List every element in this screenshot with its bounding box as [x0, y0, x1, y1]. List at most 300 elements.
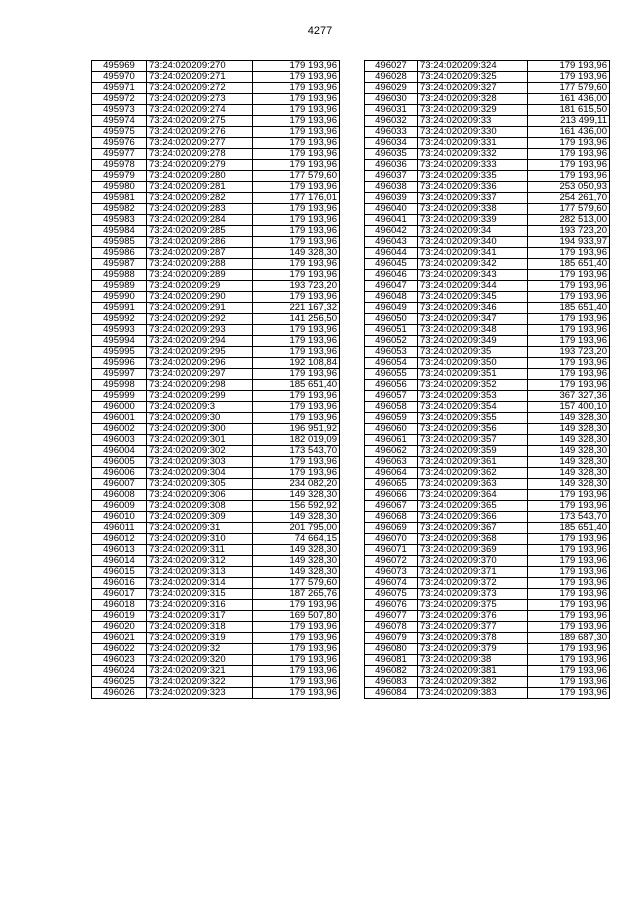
row-number-cell: 495982	[92, 204, 147, 215]
row-number-cell: 496041	[365, 215, 418, 226]
cadastral-number-cell: 73:24:020209:329	[418, 105, 528, 116]
cadastral-number-cell: 73:24:020209:344	[418, 281, 528, 292]
cadastral-number-cell: 73:24:020209:34	[418, 226, 528, 237]
row-number-cell: 496022	[92, 644, 147, 655]
value-cell: 156 592,92	[253, 501, 340, 512]
row-number-cell: 496070	[365, 534, 418, 545]
value-cell: 201 795,00	[253, 523, 340, 534]
row-number-cell: 496063	[365, 457, 418, 468]
row-number-cell: 496030	[365, 94, 418, 105]
cadastral-number-cell: 73:24:020209:295	[147, 347, 253, 358]
value-cell: 182 019,09	[253, 435, 340, 446]
row-number-cell: 496007	[92, 479, 147, 490]
value-cell: 179 193,96	[528, 160, 610, 171]
table-row	[92, 490, 340, 501]
row-number-cell: 495997	[92, 369, 147, 380]
value-cell: 179 193,96	[528, 281, 610, 292]
cadastral-number-cell: 73:24:020209:301	[147, 435, 253, 446]
cadastral-number-cell: 73:24:020209:336	[418, 182, 528, 193]
table-row	[365, 622, 610, 633]
cadastral-number-cell: 73:24:020209:319	[147, 633, 253, 644]
cadastral-number-cell: 73:24:020209:325	[418, 72, 528, 83]
table-row	[365, 644, 610, 655]
cadastral-number-cell: 73:24:020209:292	[147, 314, 253, 325]
value-cell: 149 328,30	[528, 413, 610, 424]
cadastral-number-cell: 73:24:020209:338	[418, 204, 528, 215]
value-cell: 179 193,96	[528, 292, 610, 303]
cadastral-number-cell: 73:24:020209:282	[147, 193, 253, 204]
cadastral-number-cell: 73:24:020209:331	[418, 138, 528, 149]
value-cell: 179 193,96	[253, 600, 340, 611]
value-cell: 179 193,96	[528, 622, 610, 633]
value-cell: 179 193,96	[528, 611, 610, 622]
row-number-cell: 496068	[365, 512, 418, 523]
value-cell: 149 328,30	[253, 556, 340, 567]
row-number-cell: 496038	[365, 182, 418, 193]
table-row	[365, 325, 610, 336]
cadastral-number-cell: 73:24:020209:361	[418, 457, 528, 468]
value-cell: 179 193,96	[528, 655, 610, 666]
row-number-cell: 496037	[365, 171, 418, 182]
cadastral-number-cell: 73:24:020209:284	[147, 215, 253, 226]
cadastral-number-cell: 73:24:020209:337	[418, 193, 528, 204]
table-row	[365, 611, 610, 622]
table-row	[92, 336, 340, 347]
row-number-cell: 495992	[92, 314, 147, 325]
table-row	[365, 237, 610, 248]
table-row	[92, 347, 340, 358]
cadastral-number-cell: 73:24:020209:277	[147, 138, 253, 149]
value-cell: 173 543,70	[253, 446, 340, 457]
table-row	[365, 226, 610, 237]
value-cell: 253 050,93	[528, 182, 610, 193]
cadastral-number-cell: 73:24:020209:367	[418, 523, 528, 534]
cadastral-number-cell: 73:24:020209:327	[418, 83, 528, 94]
value-cell: 179 193,96	[528, 270, 610, 281]
value-cell: 179 193,96	[528, 578, 610, 589]
value-cell: 179 193,96	[253, 468, 340, 479]
cadastral-number-cell: 73:24:020209:314	[147, 578, 253, 589]
table-row	[365, 314, 610, 325]
value-cell: 179 193,96	[253, 138, 340, 149]
cadastral-number-cell: 73:24:020209:328	[418, 94, 528, 105]
value-cell: 179 193,96	[528, 171, 610, 182]
value-cell: 179 193,96	[528, 556, 610, 567]
value-cell: 179 193,96	[253, 325, 340, 336]
table-row	[92, 567, 340, 578]
table-row	[92, 149, 340, 160]
value-cell: 179 193,96	[528, 545, 610, 556]
row-number-cell: 496078	[365, 622, 418, 633]
cadastral-number-cell: 73:24:020209:351	[418, 369, 528, 380]
row-number-cell: 496014	[92, 556, 147, 567]
table-row	[92, 281, 340, 292]
value-cell: 177 579,60	[528, 204, 610, 215]
cadastral-number-cell: 73:24:020209:29	[147, 281, 253, 292]
value-cell: 234 082,20	[253, 479, 340, 490]
table-row	[365, 435, 610, 446]
cadastral-number-cell: 73:24:020209:324	[418, 61, 528, 72]
cadastral-number-cell: 73:24:020209:275	[147, 116, 253, 127]
row-number-cell: 496020	[92, 622, 147, 633]
table-row	[365, 688, 610, 699]
table-row	[92, 314, 340, 325]
value-cell: 179 193,96	[253, 116, 340, 127]
value-cell: 149 328,30	[253, 512, 340, 523]
table-row	[92, 193, 340, 204]
table-row	[92, 270, 340, 281]
cadastral-number-cell: 73:24:020209:372	[418, 578, 528, 589]
cadastral-number-cell: 73:24:020209:375	[418, 600, 528, 611]
value-cell: 179 193,96	[528, 248, 610, 259]
table-row	[365, 402, 610, 413]
row-number-cell: 496036	[365, 160, 418, 171]
cadastral-number-cell: 73:24:020209:366	[418, 512, 528, 523]
row-number-cell: 496019	[92, 611, 147, 622]
value-cell: 141 256,50	[253, 314, 340, 325]
table-row	[365, 523, 610, 534]
value-cell: 149 328,30	[253, 567, 340, 578]
value-cell: 185 651,40	[528, 523, 610, 534]
row-number-cell: 496040	[365, 204, 418, 215]
table-row	[92, 204, 340, 215]
cadastral-number-cell: 73:24:020209:296	[147, 358, 253, 369]
row-number-cell: 496072	[365, 556, 418, 567]
table-row	[92, 457, 340, 468]
value-cell: 149 328,30	[253, 248, 340, 259]
cadastral-number-cell: 73:24:020209:353	[418, 391, 528, 402]
table-row	[365, 424, 610, 435]
cadastral-number-cell: 73:24:020209:330	[418, 127, 528, 138]
row-number-cell: 495996	[92, 358, 147, 369]
value-cell: 179 193,96	[253, 226, 340, 237]
row-number-cell: 495972	[92, 94, 147, 105]
cadastral-number-cell: 73:24:020209:31	[147, 523, 253, 534]
cadastral-number-cell: 73:24:020209:280	[147, 171, 253, 182]
table-row	[92, 292, 340, 303]
row-number-cell: 496012	[92, 534, 147, 545]
table-row	[365, 138, 610, 149]
row-number-cell: 496083	[365, 677, 418, 688]
row-number-cell: 496053	[365, 347, 418, 358]
value-cell: 367 327,36	[528, 391, 610, 402]
table-row	[92, 61, 340, 72]
cadastral-number-cell: 73:24:020209:383	[418, 688, 528, 699]
value-cell: 179 193,96	[528, 600, 610, 611]
row-number-cell: 495990	[92, 292, 147, 303]
row-number-cell: 496043	[365, 237, 418, 248]
row-number-cell: 496058	[365, 402, 418, 413]
cadastral-number-cell: 73:24:020209:349	[418, 336, 528, 347]
row-number-cell: 495981	[92, 193, 147, 204]
table-row	[365, 270, 610, 281]
value-cell: 179 193,96	[253, 402, 340, 413]
cadastral-number-cell: 73:24:020209:382	[418, 677, 528, 688]
value-cell: 179 193,96	[253, 622, 340, 633]
value-cell: 179 193,96	[528, 358, 610, 369]
value-cell: 161 436,00	[528, 94, 610, 105]
row-number-cell: 495975	[92, 127, 147, 138]
cadastral-number-cell: 73:24:020209:315	[147, 589, 253, 600]
value-cell: 149 328,30	[253, 490, 340, 501]
cadastral-number-cell: 73:24:020209:302	[147, 446, 253, 457]
cadastral-number-cell: 73:24:020209:279	[147, 160, 253, 171]
value-cell: 149 328,30	[528, 468, 610, 479]
table-row	[92, 116, 340, 127]
row-number-cell: 496029	[365, 83, 418, 94]
row-number-cell: 495986	[92, 248, 147, 259]
row-number-cell: 495994	[92, 336, 147, 347]
row-number-cell: 496026	[92, 688, 147, 699]
table-row	[92, 83, 340, 94]
table-row	[92, 677, 340, 688]
table-row	[92, 358, 340, 369]
row-number-cell: 496054	[365, 358, 418, 369]
value-cell: 179 193,96	[528, 534, 610, 545]
cadastral-number-cell: 73:24:020209:365	[418, 501, 528, 512]
table-row	[365, 116, 610, 127]
value-cell: 179 193,96	[528, 314, 610, 325]
row-number-cell: 495993	[92, 325, 147, 336]
value-cell: 179 193,96	[528, 336, 610, 347]
cadastral-number-cell: 73:24:020209:362	[418, 468, 528, 479]
table-row	[365, 666, 610, 677]
row-number-cell: 496032	[365, 116, 418, 127]
table-row	[365, 490, 610, 501]
table-row	[92, 402, 340, 413]
table-row	[92, 127, 340, 138]
row-number-cell: 495979	[92, 171, 147, 182]
value-cell: 179 193,96	[528, 501, 610, 512]
row-number-cell: 496008	[92, 490, 147, 501]
value-cell: 179 193,96	[253, 127, 340, 138]
cadastral-number-cell: 73:24:020209:359	[418, 446, 528, 457]
value-cell: 179 193,96	[528, 688, 610, 699]
cadastral-number-cell: 73:24:020209:323	[147, 688, 253, 699]
value-cell: 179 193,96	[253, 413, 340, 424]
value-cell: 179 193,96	[528, 490, 610, 501]
row-number-cell: 496004	[92, 446, 147, 457]
table-row	[365, 61, 610, 72]
table-row	[365, 633, 610, 644]
row-number-cell: 495995	[92, 347, 147, 358]
table-row	[92, 325, 340, 336]
table-row	[365, 578, 610, 589]
row-number-cell: 496011	[92, 523, 147, 534]
cadastral-number-cell: 73:24:020209:313	[147, 567, 253, 578]
row-number-cell: 496046	[365, 270, 418, 281]
value-cell: 179 193,96	[253, 204, 340, 215]
cadastral-number-cell: 73:24:020209:308	[147, 501, 253, 512]
table-row	[365, 171, 610, 182]
cadastral-number-cell: 73:24:020209:312	[147, 556, 253, 567]
row-number-cell: 496035	[365, 149, 418, 160]
table-row	[92, 72, 340, 83]
value-cell: 179 193,96	[253, 688, 340, 699]
row-number-cell: 496000	[92, 402, 147, 413]
row-number-cell: 496006	[92, 468, 147, 479]
table-row	[365, 567, 610, 578]
table-row	[365, 72, 610, 83]
table-row	[92, 160, 340, 171]
cadastral-number-cell: 73:24:020209:270	[147, 61, 253, 72]
table-row	[92, 413, 340, 424]
row-number-cell: 496044	[365, 248, 418, 259]
cadastral-number-cell: 73:24:020209:333	[418, 160, 528, 171]
value-cell: 187 265,76	[253, 589, 340, 600]
table-row	[92, 600, 340, 611]
table-row	[365, 655, 610, 666]
row-number-cell: 496080	[365, 644, 418, 655]
cadastral-number-cell: 73:24:020209:276	[147, 127, 253, 138]
row-number-cell: 496069	[365, 523, 418, 534]
cadastral-number-cell: 73:24:020209:363	[418, 479, 528, 490]
value-cell: 173 543,70	[528, 512, 610, 523]
row-number-cell: 496062	[365, 446, 418, 457]
table-row	[365, 347, 610, 358]
cadastral-number-cell: 73:24:020209:33	[418, 116, 528, 127]
row-number-cell: 495987	[92, 259, 147, 270]
registry-table-left	[91, 60, 340, 699]
table-row	[92, 479, 340, 490]
value-cell: 179 193,96	[253, 369, 340, 380]
table-row	[365, 149, 610, 160]
row-number-cell: 496079	[365, 633, 418, 644]
cadastral-number-cell: 73:24:020209:376	[418, 611, 528, 622]
value-cell: 179 193,96	[253, 633, 340, 644]
value-cell: 74 664,15	[253, 534, 340, 545]
row-number-cell: 495984	[92, 226, 147, 237]
value-cell: 179 193,96	[253, 215, 340, 226]
row-number-cell: 496048	[365, 292, 418, 303]
row-number-cell: 496077	[365, 611, 418, 622]
table-row	[365, 83, 610, 94]
cadastral-number-cell: 73:24:020209:281	[147, 182, 253, 193]
value-cell: 179 193,96	[528, 677, 610, 688]
row-number-cell: 496047	[365, 281, 418, 292]
row-number-cell: 495978	[92, 160, 147, 171]
value-cell: 149 328,30	[528, 479, 610, 490]
registry-table-right	[364, 60, 610, 699]
table-row	[365, 677, 610, 688]
table-row	[92, 237, 340, 248]
row-number-cell: 496065	[365, 479, 418, 490]
row-number-cell: 496017	[92, 589, 147, 600]
value-cell: 161 436,00	[528, 127, 610, 138]
cadastral-number-cell: 73:24:020209:285	[147, 226, 253, 237]
value-cell: 179 193,96	[253, 149, 340, 160]
value-cell: 185 651,40	[253, 380, 340, 391]
row-number-cell: 496034	[365, 138, 418, 149]
cadastral-number-cell: 73:24:020209:339	[418, 215, 528, 226]
value-cell: 179 193,96	[253, 655, 340, 666]
value-cell: 179 193,96	[528, 567, 610, 578]
cadastral-number-cell: 73:24:020209:340	[418, 237, 528, 248]
row-number-cell: 496066	[365, 490, 418, 501]
value-cell: 179 193,96	[253, 160, 340, 171]
cadastral-number-cell: 73:24:020209:357	[418, 435, 528, 446]
row-number-cell: 496015	[92, 567, 147, 578]
value-cell: 179 193,96	[253, 105, 340, 116]
cadastral-number-cell: 73:24:020209:304	[147, 468, 253, 479]
cadastral-number-cell: 73:24:020209:288	[147, 259, 253, 270]
cadastral-number-cell: 73:24:020209:317	[147, 611, 253, 622]
table-row	[92, 611, 340, 622]
row-number-cell: 496061	[365, 435, 418, 446]
row-number-cell: 496076	[365, 600, 418, 611]
table-row	[365, 215, 610, 226]
row-number-cell: 496003	[92, 435, 147, 446]
table-row	[92, 501, 340, 512]
table-row	[365, 281, 610, 292]
cadastral-number-cell: 73:24:020209:272	[147, 83, 253, 94]
row-number-cell: 496064	[365, 468, 418, 479]
cadastral-number-cell: 73:24:020209:355	[418, 413, 528, 424]
table-row	[92, 512, 340, 523]
table-row	[365, 479, 610, 490]
row-number-cell: 496021	[92, 633, 147, 644]
row-number-cell: 496059	[365, 413, 418, 424]
value-cell: 169 507,80	[253, 611, 340, 622]
row-number-cell: 496005	[92, 457, 147, 468]
cadastral-number-cell: 73:24:020209:305	[147, 479, 253, 490]
row-number-cell: 496013	[92, 545, 147, 556]
cadastral-number-cell: 73:24:020209:306	[147, 490, 253, 501]
table-row	[365, 512, 610, 523]
cadastral-number-cell: 73:24:020209:278	[147, 149, 253, 160]
cadastral-number-cell: 73:24:020209:316	[147, 600, 253, 611]
value-cell: 179 193,96	[528, 138, 610, 149]
table-row	[365, 303, 610, 314]
cadastral-number-cell: 73:24:020209:369	[418, 545, 528, 556]
table-row	[92, 369, 340, 380]
table-row	[365, 358, 610, 369]
row-number-cell: 495973	[92, 105, 147, 116]
table-row	[365, 589, 610, 600]
table-row	[92, 259, 340, 270]
row-number-cell: 496052	[365, 336, 418, 347]
table-row	[92, 303, 340, 314]
row-number-cell: 496050	[365, 314, 418, 325]
table-row	[92, 435, 340, 446]
value-cell: 194 933,97	[528, 237, 610, 248]
cadastral-number-cell: 73:24:020209:309	[147, 512, 253, 523]
row-number-cell: 495974	[92, 116, 147, 127]
row-number-cell: 495991	[92, 303, 147, 314]
table-row	[92, 666, 340, 677]
value-cell: 179 193,96	[253, 336, 340, 347]
row-number-cell: 495989	[92, 281, 147, 292]
row-number-cell: 495971	[92, 83, 147, 94]
row-number-cell: 496001	[92, 413, 147, 424]
cadastral-number-cell: 73:24:020209:291	[147, 303, 253, 314]
value-cell: 177 579,60	[253, 171, 340, 182]
cadastral-number-cell: 73:24:020209:350	[418, 358, 528, 369]
table-row	[365, 545, 610, 556]
cadastral-number-cell: 73:24:020209:341	[418, 248, 528, 259]
cadastral-number-cell: 73:24:020209:311	[147, 545, 253, 556]
table-row	[365, 369, 610, 380]
cadastral-number-cell: 73:24:020209:377	[418, 622, 528, 633]
value-cell: 179 193,96	[253, 237, 340, 248]
cadastral-number-cell: 73:24:020209:286	[147, 237, 253, 248]
table-row	[365, 534, 610, 545]
value-cell: 179 193,96	[253, 72, 340, 83]
table-row	[365, 248, 610, 259]
table-row	[92, 523, 340, 534]
cadastral-number-cell: 73:24:020209:342	[418, 259, 528, 270]
cadastral-number-cell: 73:24:020209:32	[147, 644, 253, 655]
